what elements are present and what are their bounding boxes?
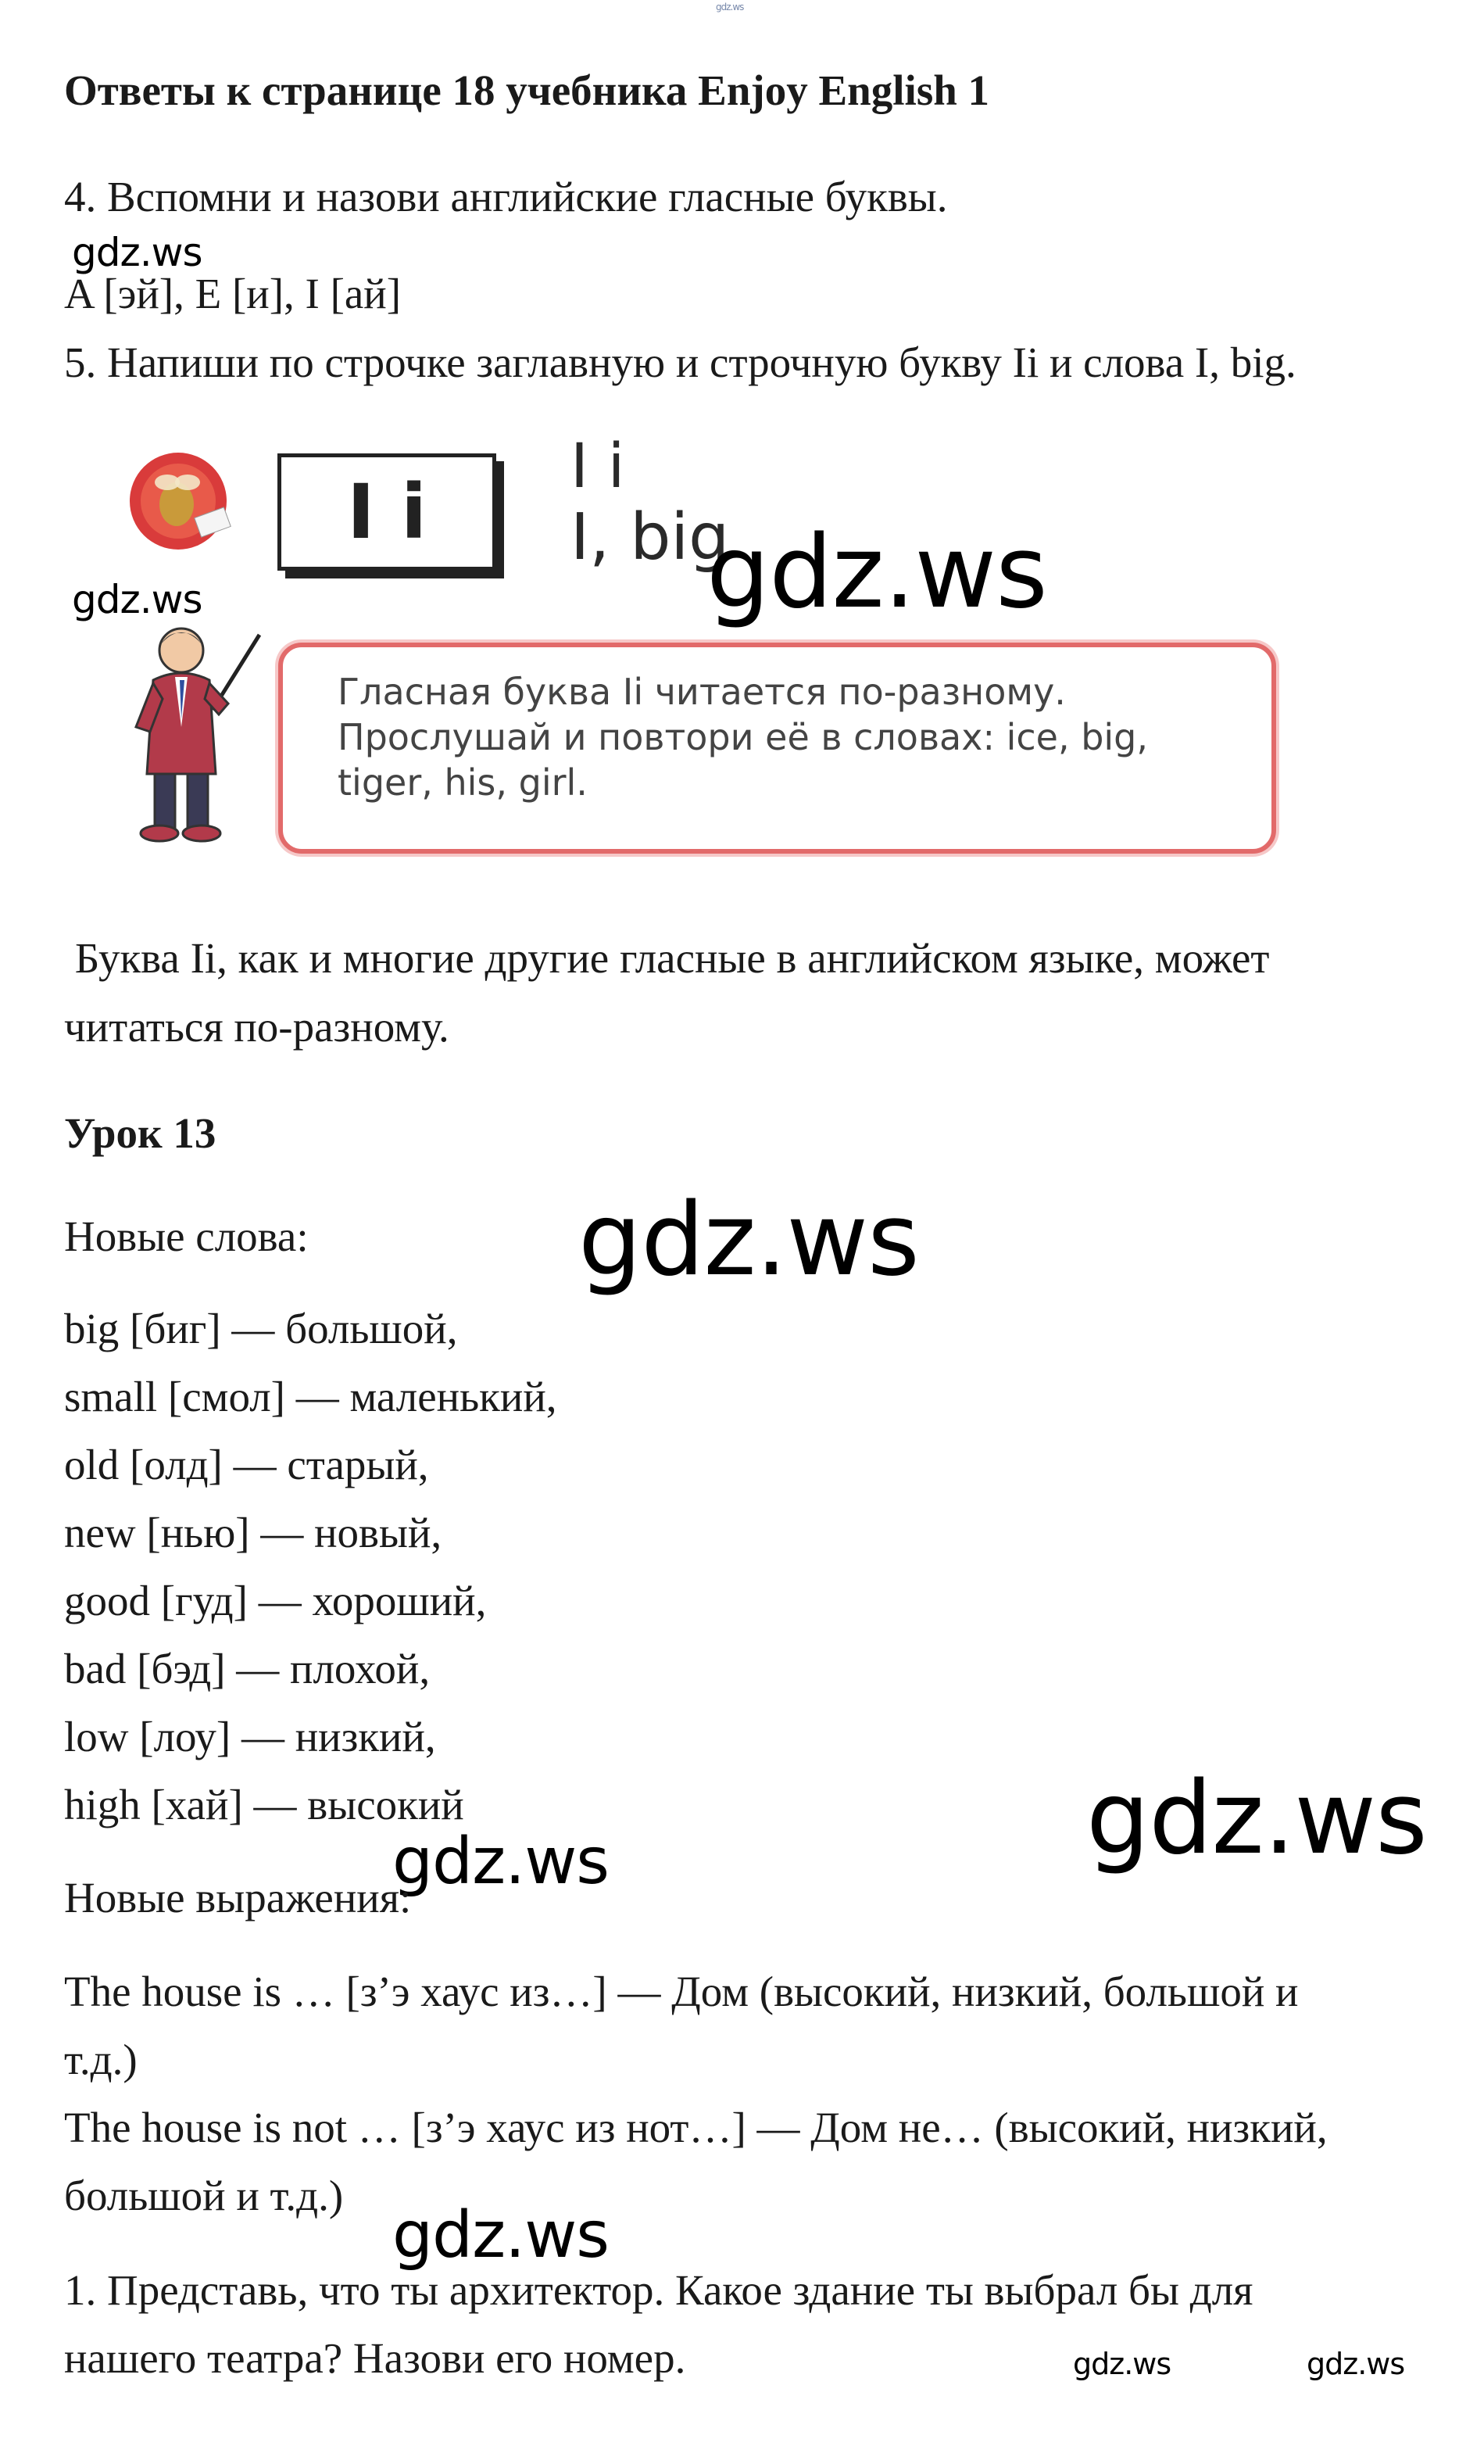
new-phrases-label: Новые выражения: [64,1874,412,1921]
teacher-illustration [119,618,267,848]
bee-sticker-icon [122,449,239,555]
lesson-title: Урок 13 [64,1109,216,1157]
rule-line-2: Прослушай и повтори её в словах: ice, big, [338,716,1148,758]
word-item: good [гуд] — хороший, [64,1577,487,1624]
rule-box [278,643,1276,854]
handwriting-line-1: I i [570,432,625,502]
task-1-line-1: 1. Представь, что ты архитектор. Какое здание ты выбрал бы для [64,2266,1253,2314]
word-item: new [нью] — новый, [64,1509,442,1556]
ex4-answer: A [эй], E [и], I [ай] [64,270,402,317]
rule-line-1: Гласная буква Ii читается по-разному. [338,671,1066,713]
ex5-question: 5. Напиши по строчке заглавную и строчную букву Ii и слова I, big. [64,338,1296,386]
phrase-2-line-1: The house is not … [з’э хаус из нот…] — Дом не… (высокий, низкий, [64,2104,1328,2151]
explanation-line-2: читаться по-разному. [64,1003,449,1051]
letter-box: I i [277,453,496,571]
watermark: gdz.ws [1086,1760,1427,1877]
word-item: low [лоу] — низкий, [64,1713,436,1760]
task-1-line-2: нашего театра? Назови его номер. [64,2334,686,2382]
watermark-top: gdz.ws [716,2,744,13]
watermark: gdz.ws [72,230,202,275]
word-item: small [смол] — маленький, [64,1373,557,1420]
watermark: gdz.ws [1307,2347,1405,2381]
new-words-label: Новые слова: [64,1212,309,1260]
page-title: Ответы к странице 18 учебника Enjoy English 1 [64,66,990,114]
phrase-2-line-2: большой и т.д.) [64,2172,344,2219]
watermark: gdz.ws [578,1182,919,1298]
ex4-question: 4. Вспомни и назови английские гласные буквы. [64,173,948,220]
word-item: high [хай] — высокий [64,1781,464,1828]
watermark: gdz.ws [392,2198,609,2272]
watermark: gdz.ws [392,1825,609,1899]
watermark: gdz.ws [706,514,1047,631]
watermark: gdz.ws [72,577,202,622]
explanation-line-1: Буква Ii, как и многие другие гласные в английском языке, может [64,934,1270,982]
word-item: bad [бэд] — плохой, [64,1645,431,1692]
phrase-1-line-2: т.д.) [64,2036,138,2083]
rule-line-3: tiger, his, girl. [338,761,588,804]
phrase-1-line-1: The house is … [з’э хаус из…] — Дом (высокий, низкий, большой и [64,1968,1299,2015]
handwriting-line-2: I, big [570,500,730,575]
word-item: old [олд] — старый, [64,1441,429,1488]
watermark: gdz.ws [1073,2347,1171,2381]
word-item: big [биг] — большой, [64,1305,458,1352]
